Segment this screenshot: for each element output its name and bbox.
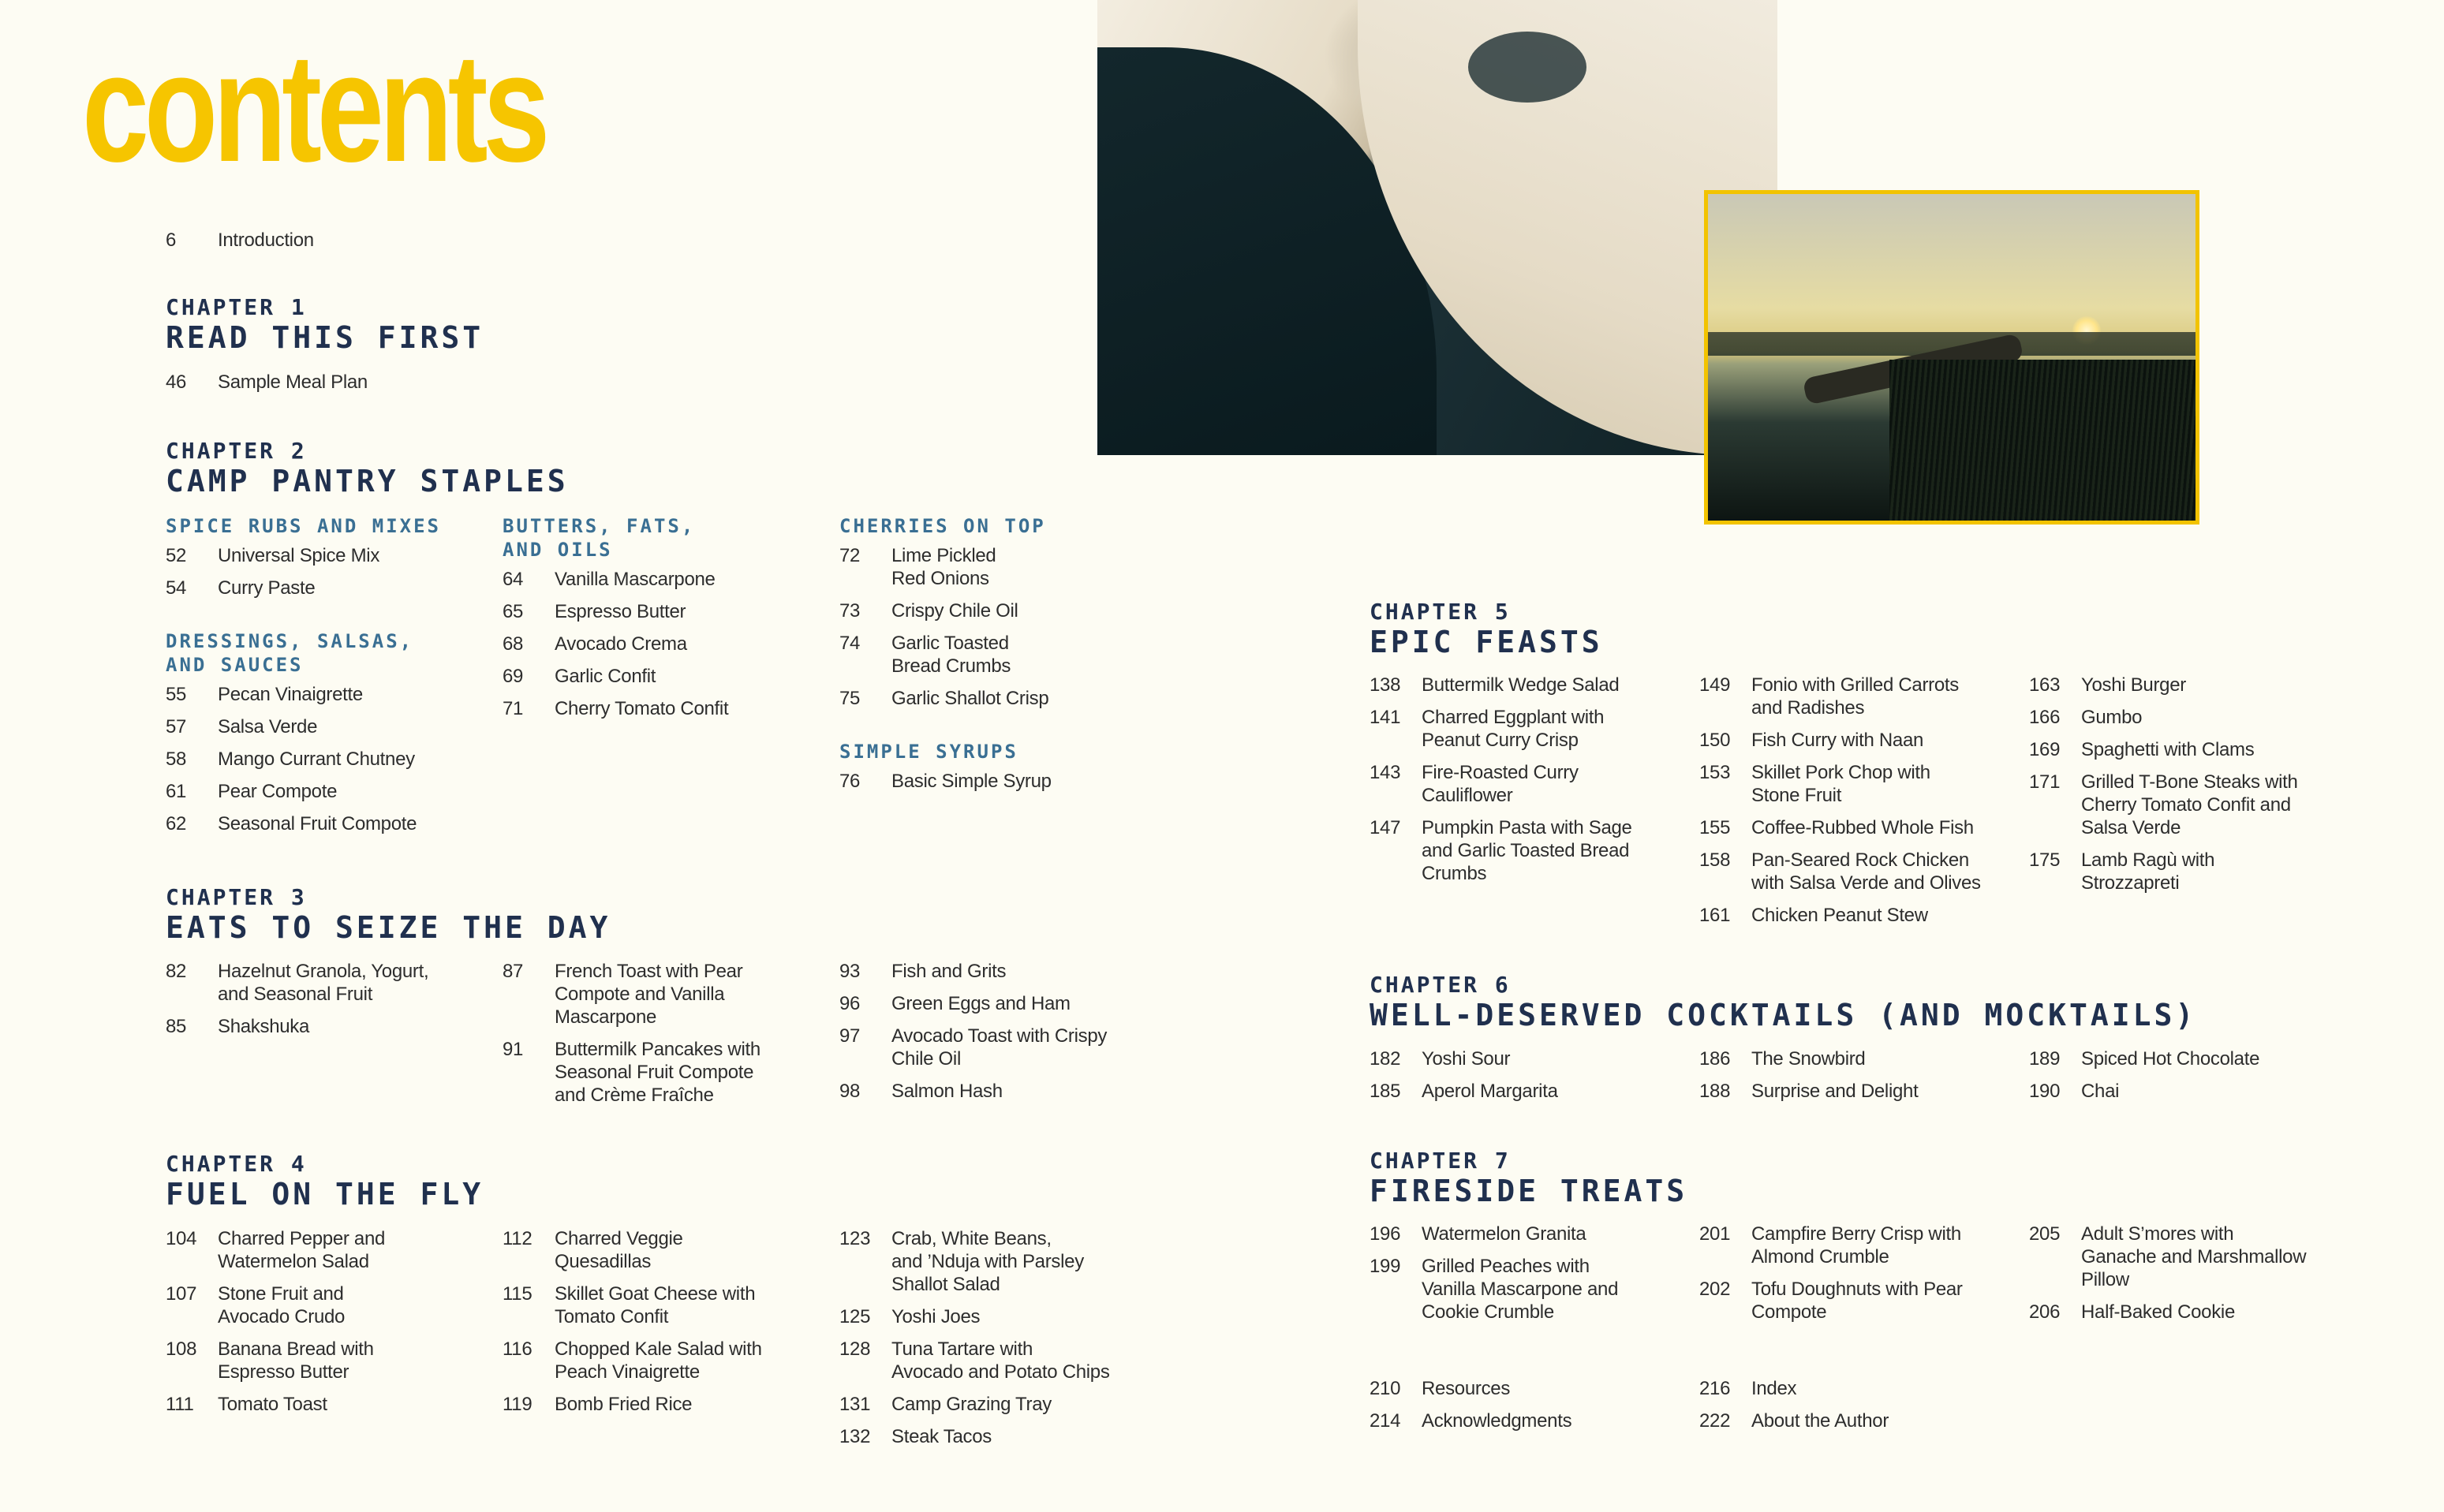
page-number: 189 bbox=[2029, 1048, 2061, 1070]
entry-title: Campfire Berry Crisp with Almond Crumble bbox=[1751, 1223, 1961, 1267]
page-number: 123 bbox=[839, 1228, 871, 1249]
toc-entry[interactable] bbox=[1370, 1080, 1685, 1103]
subsection-heading: BUTTERS, FATS, AND OILS bbox=[503, 515, 696, 561]
entry-title: Adult S’mores with Ganache and Marshmallow Pillow bbox=[2081, 1223, 2307, 1290]
toc-entry[interactable] bbox=[503, 1038, 818, 1107]
entry-title: Basic Simple Syrup bbox=[891, 771, 1052, 792]
entry-title: Half-Baked Cookie bbox=[2081, 1301, 2235, 1323]
chapter-3-col-1 bbox=[166, 960, 481, 1047]
toc-entry[interactable] bbox=[2029, 1047, 2345, 1070]
toc-entry[interactable] bbox=[1370, 816, 1685, 885]
entry-title: Avocado Crema bbox=[555, 633, 687, 655]
entry-title: French Toast with Pear Compote and Vanilla Mascarpone bbox=[555, 961, 743, 1028]
page-number: 128 bbox=[839, 1338, 871, 1360]
entry-title: Green Eggs and Ham bbox=[891, 993, 1071, 1014]
subsection-heading: DRESSINGS, SALSAS, AND SAUCES bbox=[166, 630, 414, 676]
toc-entry[interactable] bbox=[2029, 1080, 2345, 1103]
chapter-title: READ THIS FIRST bbox=[166, 320, 484, 355]
page-number: 116 bbox=[503, 1338, 533, 1360]
entry-title: Spaghetti with Clams bbox=[2081, 739, 2255, 760]
toc-entry[interactable] bbox=[1699, 674, 2015, 719]
entry-title: Chicken Peanut Stew bbox=[1751, 905, 1928, 926]
page-title: contents bbox=[82, 21, 546, 194]
entry-title: Chai bbox=[2081, 1081, 2120, 1102]
chapter-5-col-1 bbox=[1370, 674, 1685, 894]
chapter-number: CHAPTER 5 bbox=[1370, 599, 1511, 625]
entry-title: Surprise and Delight bbox=[1751, 1081, 1919, 1102]
entry-title: Pecan Vinaigrette bbox=[218, 684, 363, 705]
page-number: 54 bbox=[166, 577, 187, 599]
page-number: 214 bbox=[1370, 1410, 1401, 1432]
butters-list bbox=[503, 568, 818, 720]
entry-title: Sample Meal Plan bbox=[218, 371, 368, 393]
page-number: 186 bbox=[1699, 1048, 1731, 1070]
toc-entry[interactable] bbox=[503, 697, 818, 720]
entry-title: Seasonal Fruit Compote bbox=[218, 813, 417, 834]
chapter-5-col-2 bbox=[1699, 674, 2015, 936]
page-number: 57 bbox=[166, 716, 187, 737]
page-number: 201 bbox=[1699, 1223, 1731, 1245]
toc-entry[interactable] bbox=[2029, 706, 2345, 729]
entry-title: Bomb Fried Rice bbox=[555, 1394, 693, 1415]
entry-title: Hazelnut Granola, Yogurt, and Seasonal Fruit bbox=[218, 961, 429, 1005]
toc-entry[interactable] bbox=[839, 599, 1155, 622]
toc-entry[interactable] bbox=[1699, 1080, 2015, 1103]
toc-entry[interactable] bbox=[166, 960, 481, 1006]
chapter-7-col-1 bbox=[1370, 1223, 1685, 1333]
entry-title: Charred Veggie Quesadillas bbox=[555, 1228, 683, 1272]
toc-entry[interactable] bbox=[839, 1393, 1155, 1416]
page-number: 85 bbox=[166, 1016, 187, 1037]
chapter-6-col-3 bbox=[2029, 1047, 2345, 1112]
page-number: 161 bbox=[1699, 905, 1731, 926]
toc-entry[interactable] bbox=[839, 1227, 1155, 1296]
entry-title: Shakshuka bbox=[218, 1016, 310, 1037]
entry-title: Tofu Doughnuts with Pear Compote bbox=[1751, 1279, 1963, 1323]
page-number: 55 bbox=[166, 684, 187, 705]
entry-title: Mango Currant Chutney bbox=[218, 749, 415, 770]
page-number: 64 bbox=[503, 569, 524, 590]
toc-entry[interactable] bbox=[503, 1282, 818, 1328]
subsection-heading: SPICE RUBS AND MIXES bbox=[166, 515, 441, 537]
toc-entry[interactable] bbox=[1699, 729, 2015, 752]
page-number: 171 bbox=[2029, 771, 2061, 793]
page-number: 202 bbox=[1699, 1279, 1731, 1300]
toc-entry[interactable] bbox=[503, 1338, 818, 1383]
page-number: 93 bbox=[839, 961, 861, 982]
toc-entry[interactable] bbox=[166, 715, 481, 738]
page-number: 115 bbox=[503, 1283, 533, 1305]
toc-entry[interactable] bbox=[166, 371, 481, 394]
page-number: 188 bbox=[1699, 1081, 1731, 1102]
cherries-list bbox=[839, 544, 1155, 710]
toc-entry[interactable] bbox=[166, 1338, 481, 1383]
toc-entry[interactable] bbox=[1370, 674, 1685, 696]
page-number: 150 bbox=[1699, 730, 1731, 751]
chapter-number: CHAPTER 1 bbox=[166, 294, 307, 320]
chapter-title: EATS TO SEIZE THE DAY bbox=[166, 910, 611, 945]
entry-title: Fire-Roasted Curry Cauliflower bbox=[1422, 762, 1579, 806]
entry-title: Salmon Hash bbox=[891, 1081, 1003, 1102]
page-number: 190 bbox=[2029, 1081, 2061, 1102]
page-number: 132 bbox=[839, 1426, 871, 1447]
entry-title: Universal Spice Mix bbox=[218, 545, 380, 566]
page-number: 131 bbox=[839, 1394, 871, 1415]
subsection-heading: CHERRIES ON TOP bbox=[839, 515, 1046, 537]
page-number: 108 bbox=[166, 1338, 197, 1360]
chapter-2-col-2 bbox=[503, 514, 818, 730]
toc-entry[interactable] bbox=[2029, 738, 2345, 761]
toc-entry[interactable] bbox=[839, 960, 1155, 983]
chapter-4-heading bbox=[166, 1152, 484, 1211]
entry-title: Salsa Verde bbox=[218, 716, 318, 737]
toc-entry[interactable] bbox=[1699, 904, 2015, 927]
page-number: 185 bbox=[1370, 1081, 1401, 1102]
page-number: 107 bbox=[166, 1283, 197, 1305]
entry-title: Grilled Peaches with Vanilla Mascarpone and Cookie Crumble bbox=[1422, 1256, 1619, 1323]
entry-title: Acknowledgments bbox=[1422, 1410, 1572, 1432]
entry-title: Spiced Hot Chocolate bbox=[2081, 1048, 2260, 1070]
toc-entry[interactable] bbox=[1699, 849, 2015, 894]
page-number: 111 bbox=[166, 1394, 194, 1415]
chapter-2-heading bbox=[166, 439, 569, 498]
entry-title: Skillet Goat Cheese with Tomato Confit bbox=[555, 1283, 756, 1327]
chapter-6-col-2 bbox=[1699, 1047, 2015, 1112]
page-number: 169 bbox=[2029, 739, 2061, 760]
toc-entry[interactable] bbox=[1370, 1409, 1685, 1432]
entry-title: The Snowbird bbox=[1751, 1048, 1866, 1070]
toc-entry[interactable] bbox=[1370, 1047, 1685, 1070]
entry-title: Skillet Pork Chop with Stone Fruit bbox=[1751, 762, 1930, 806]
toc-entry[interactable] bbox=[2029, 1301, 2345, 1323]
entry-title: Fish and Grits bbox=[891, 961, 1007, 982]
page-number: 143 bbox=[1370, 762, 1401, 783]
page-number: 155 bbox=[1699, 817, 1731, 838]
entry-title: Fonio with Grilled Carrots and Radishes bbox=[1751, 674, 1959, 719]
page-number: 52 bbox=[166, 545, 187, 566]
page-number: 96 bbox=[839, 993, 861, 1014]
chapter-title: CAMP PANTRY STAPLES bbox=[166, 464, 569, 498]
page-number: 87 bbox=[503, 961, 524, 982]
entry-title: Steak Tacos bbox=[891, 1426, 992, 1447]
toc-entry[interactable] bbox=[839, 1080, 1155, 1103]
entry-title: Watermelon Granita bbox=[1422, 1223, 1586, 1245]
entry-title: Garlic Shallot Crisp bbox=[891, 688, 1049, 709]
toc-entry[interactable] bbox=[166, 748, 481, 771]
entry-title: Vanilla Mascarpone bbox=[555, 569, 716, 590]
toc-entry[interactable] bbox=[839, 632, 1155, 678]
toc-entry[interactable] bbox=[2029, 1223, 2345, 1291]
page-number: 68 bbox=[503, 633, 524, 655]
chapter-7-col-2 bbox=[1699, 1223, 2015, 1333]
chapter-3-col-2 bbox=[503, 960, 818, 1116]
page-number: 153 bbox=[1699, 762, 1731, 783]
entry-title: Tuna Tartare with Avocado and Potato Chips bbox=[891, 1338, 1110, 1383]
reeds-silhouette bbox=[1889, 360, 2195, 521]
chapter-4-col-1 bbox=[166, 1227, 481, 1425]
toc-entry[interactable] bbox=[503, 1227, 818, 1273]
toc-entry[interactable] bbox=[1699, 1047, 2015, 1070]
page-number: 71 bbox=[503, 698, 524, 719]
chapter-5-col-3 bbox=[2029, 674, 2345, 904]
chapter-3-col-3 bbox=[839, 960, 1155, 1112]
chapter-number: CHAPTER 7 bbox=[1370, 1148, 1511, 1174]
toc-entry[interactable] bbox=[503, 1393, 818, 1416]
toc-entry[interactable] bbox=[839, 544, 1155, 590]
page-number: 61 bbox=[166, 781, 187, 802]
chapter-title: WELL-DESERVED COCKTAILS (AND MOCKTAILS) bbox=[1370, 998, 2197, 1032]
toc-entry[interactable] bbox=[503, 665, 818, 688]
entry-title: Resources bbox=[1422, 1378, 1511, 1399]
page-number: 112 bbox=[503, 1228, 533, 1249]
entry-title: Yoshi Joes bbox=[891, 1306, 981, 1327]
toc-entry[interactable] bbox=[1699, 1377, 2015, 1400]
entry-title: Aperol Margarita bbox=[1422, 1081, 1558, 1102]
entry-title: Yoshi Sour bbox=[1422, 1048, 1511, 1070]
entry-title: Grilled T-Bone Steaks with Cherry Tomato Confit and Salsa Verde bbox=[2081, 771, 2298, 838]
toc-entry[interactable] bbox=[1699, 1278, 2015, 1323]
chapter-6-heading bbox=[1370, 973, 2196, 1032]
chapter-number: CHAPTER 6 bbox=[1370, 972, 1511, 998]
toc-entry[interactable] bbox=[166, 683, 481, 706]
page-number: 222 bbox=[1699, 1410, 1731, 1432]
entry-title: Curry Paste bbox=[218, 577, 316, 599]
dune-hollow-shape bbox=[1468, 32, 1586, 103]
toc-entry[interactable] bbox=[1699, 1223, 2015, 1268]
chapter-title: FIRESIDE TREATS bbox=[1370, 1174, 1688, 1208]
entry-title: Garlic Toasted Bread Crumbs bbox=[891, 633, 1011, 677]
entry-title: Crispy Chile Oil bbox=[891, 600, 1018, 622]
entry-title: Coffee-Rubbed Whole Fish bbox=[1751, 817, 1974, 838]
toc-entry[interactable] bbox=[2029, 771, 2345, 839]
entry-title: Camp Grazing Tray bbox=[891, 1394, 1052, 1415]
page-number: 125 bbox=[839, 1306, 871, 1327]
toc-entry[interactable] bbox=[839, 770, 1155, 793]
page-number: 205 bbox=[2029, 1223, 2061, 1245]
page-number: 65 bbox=[503, 601, 524, 622]
page-number: 82 bbox=[166, 961, 187, 982]
page-number: 76 bbox=[839, 771, 861, 792]
entry-title: Introduction bbox=[218, 230, 314, 251]
chapter-4-col-2 bbox=[503, 1227, 818, 1425]
page-number: 158 bbox=[1699, 849, 1731, 871]
entry-title: Chopped Kale Salad with Peach Vinaigrette bbox=[555, 1338, 762, 1383]
page-number: 75 bbox=[839, 688, 861, 709]
page-number: 104 bbox=[166, 1228, 197, 1249]
toc-entry[interactable] bbox=[839, 1305, 1155, 1328]
entry-title: Lamb Ragù with Strozzapreti bbox=[2081, 849, 2215, 894]
toc-entry[interactable] bbox=[1370, 1223, 1685, 1245]
toc-entry[interactable] bbox=[166, 1227, 481, 1273]
page-number: 91 bbox=[503, 1039, 524, 1060]
chapter-title: FUEL ON THE FLY bbox=[166, 1177, 484, 1211]
back-matter-col-1 bbox=[1370, 1377, 1685, 1442]
page-number: 163 bbox=[2029, 674, 2061, 696]
chapter-6-col-1 bbox=[1370, 1047, 1685, 1112]
chapter-7-heading bbox=[1370, 1148, 1687, 1208]
entry-title: Avocado Toast with Crispy Chile Oil bbox=[891, 1025, 1108, 1070]
page-number: 206 bbox=[2029, 1301, 2061, 1323]
spice-list bbox=[166, 544, 481, 599]
entry-title: Crab, White Beans, and ’Nduja with Parsley Shallot Salad bbox=[891, 1228, 1084, 1295]
page-number: 58 bbox=[166, 749, 187, 770]
page-number: 98 bbox=[839, 1081, 861, 1102]
chapter-7-col-3 bbox=[2029, 1223, 2345, 1333]
page-number: 199 bbox=[1370, 1256, 1401, 1277]
chapter-title: EPIC FEASTS bbox=[1370, 625, 1603, 659]
toc-entry[interactable] bbox=[2029, 674, 2345, 696]
toc-entry[interactable] bbox=[503, 600, 818, 623]
entry-title: Pear Compote bbox=[218, 781, 338, 802]
chapter-1-heading bbox=[166, 295, 484, 355]
page-number: 182 bbox=[1370, 1048, 1401, 1070]
toc-entry[interactable] bbox=[166, 780, 481, 803]
chapter-1-list bbox=[166, 371, 481, 403]
entry-title: Gumbo bbox=[2081, 707, 2143, 728]
subsection-heading: SIMPLE SYRUPS bbox=[839, 741, 1018, 763]
page-number: 166 bbox=[2029, 707, 2061, 728]
toc-entry-intro[interactable] bbox=[166, 229, 314, 252]
entry-title: Garlic Confit bbox=[555, 666, 656, 687]
entry-title: Buttermilk Wedge Salad bbox=[1422, 674, 1620, 696]
page-number: 6 bbox=[166, 230, 177, 251]
page-number: 69 bbox=[503, 666, 524, 687]
entry-title: Fish Curry with Naan bbox=[1751, 730, 1924, 751]
chapter-number: CHAPTER 4 bbox=[166, 1151, 307, 1177]
toc-entry[interactable] bbox=[1370, 1377, 1685, 1400]
chapter-5-heading bbox=[1370, 599, 1603, 659]
page-number: 175 bbox=[2029, 849, 2061, 871]
page-number: 141 bbox=[1370, 707, 1401, 728]
chapter-3-heading bbox=[166, 885, 611, 945]
toc-entry[interactable] bbox=[166, 544, 481, 567]
toc-entry[interactable] bbox=[1699, 816, 2015, 839]
page-number: 196 bbox=[1370, 1223, 1401, 1245]
page-number: 46 bbox=[166, 371, 187, 393]
toc-entry[interactable] bbox=[2029, 849, 2345, 894]
entry-title: Buttermilk Pancakes with Seasonal Fruit Compote and Crème Fraîche bbox=[555, 1039, 760, 1106]
toc-entry[interactable] bbox=[503, 568, 818, 591]
toc-entry[interactable] bbox=[839, 1025, 1155, 1070]
syrups-list bbox=[839, 770, 1155, 793]
toc-entry[interactable] bbox=[839, 687, 1155, 710]
chapter-2-col-1 bbox=[166, 514, 481, 845]
dressings-list bbox=[166, 683, 481, 835]
entry-title: Lime Pickled Red Onions bbox=[891, 545, 996, 589]
page-number: 210 bbox=[1370, 1378, 1401, 1399]
toc-entry[interactable] bbox=[839, 1425, 1155, 1448]
entry-title: Yoshi Burger bbox=[2081, 674, 2186, 696]
page-number: 97 bbox=[839, 1025, 861, 1047]
toc-entry[interactable] bbox=[503, 960, 818, 1029]
toc-entry[interactable] bbox=[1699, 1409, 2015, 1432]
chapter-number: CHAPTER 3 bbox=[166, 884, 307, 910]
entry-title: About the Author bbox=[1751, 1410, 1889, 1432]
entry-title: Cherry Tomato Confit bbox=[555, 698, 729, 719]
river-sunset-photo bbox=[1704, 190, 2199, 525]
chapter-4-col-3 bbox=[839, 1227, 1155, 1458]
toc-entry[interactable] bbox=[839, 992, 1155, 1015]
desert-dune-photo bbox=[1097, 0, 1777, 455]
chapter-2-col-3 bbox=[839, 514, 1155, 802]
entry-title: Charred Pepper and Watermelon Salad bbox=[218, 1228, 386, 1272]
entry-title: Tomato Toast bbox=[218, 1394, 327, 1415]
entry-title: Stone Fruit and Avocado Crudo bbox=[218, 1283, 346, 1327]
page-number: 138 bbox=[1370, 674, 1401, 696]
page-number: 216 bbox=[1699, 1378, 1731, 1399]
entry-title: Banana Bread with Espresso Butter bbox=[218, 1338, 374, 1383]
toc-entry[interactable] bbox=[166, 1282, 481, 1328]
entry-title: Espresso Butter bbox=[555, 601, 686, 622]
entry-title: Pumpkin Pasta with Sage and Garlic Toasted Bread Crumbs bbox=[1422, 817, 1632, 884]
toc-entry[interactable] bbox=[166, 812, 481, 835]
page-number: 149 bbox=[1699, 674, 1731, 696]
toc-entry[interactable] bbox=[166, 1393, 481, 1416]
page-number: 72 bbox=[839, 545, 861, 566]
page-number: 74 bbox=[839, 633, 861, 654]
page-number: 147 bbox=[1370, 817, 1401, 838]
page-number: 62 bbox=[166, 813, 187, 834]
chapter-number: CHAPTER 2 bbox=[166, 438, 307, 464]
entry-title: Charred Eggplant with Peanut Curry Crisp bbox=[1422, 707, 1605, 751]
toc-entry[interactable] bbox=[1370, 1255, 1685, 1323]
toc-entry[interactable] bbox=[1370, 761, 1685, 807]
toc-entry[interactable] bbox=[1699, 761, 2015, 807]
toc-entry[interactable] bbox=[1370, 706, 1685, 752]
toc-entry[interactable] bbox=[166, 1015, 481, 1038]
page-number: 119 bbox=[503, 1394, 533, 1415]
entry-title: Pan-Seared Rock Chicken with Salsa Verde and Olives bbox=[1751, 849, 1981, 894]
toc-entry[interactable] bbox=[839, 1338, 1155, 1383]
toc-entry[interactable] bbox=[503, 633, 818, 655]
back-matter-col-2 bbox=[1699, 1377, 2015, 1442]
entry-title: Index bbox=[1751, 1378, 1797, 1399]
page-number: 73 bbox=[839, 600, 861, 622]
toc-entry[interactable] bbox=[166, 577, 481, 599]
